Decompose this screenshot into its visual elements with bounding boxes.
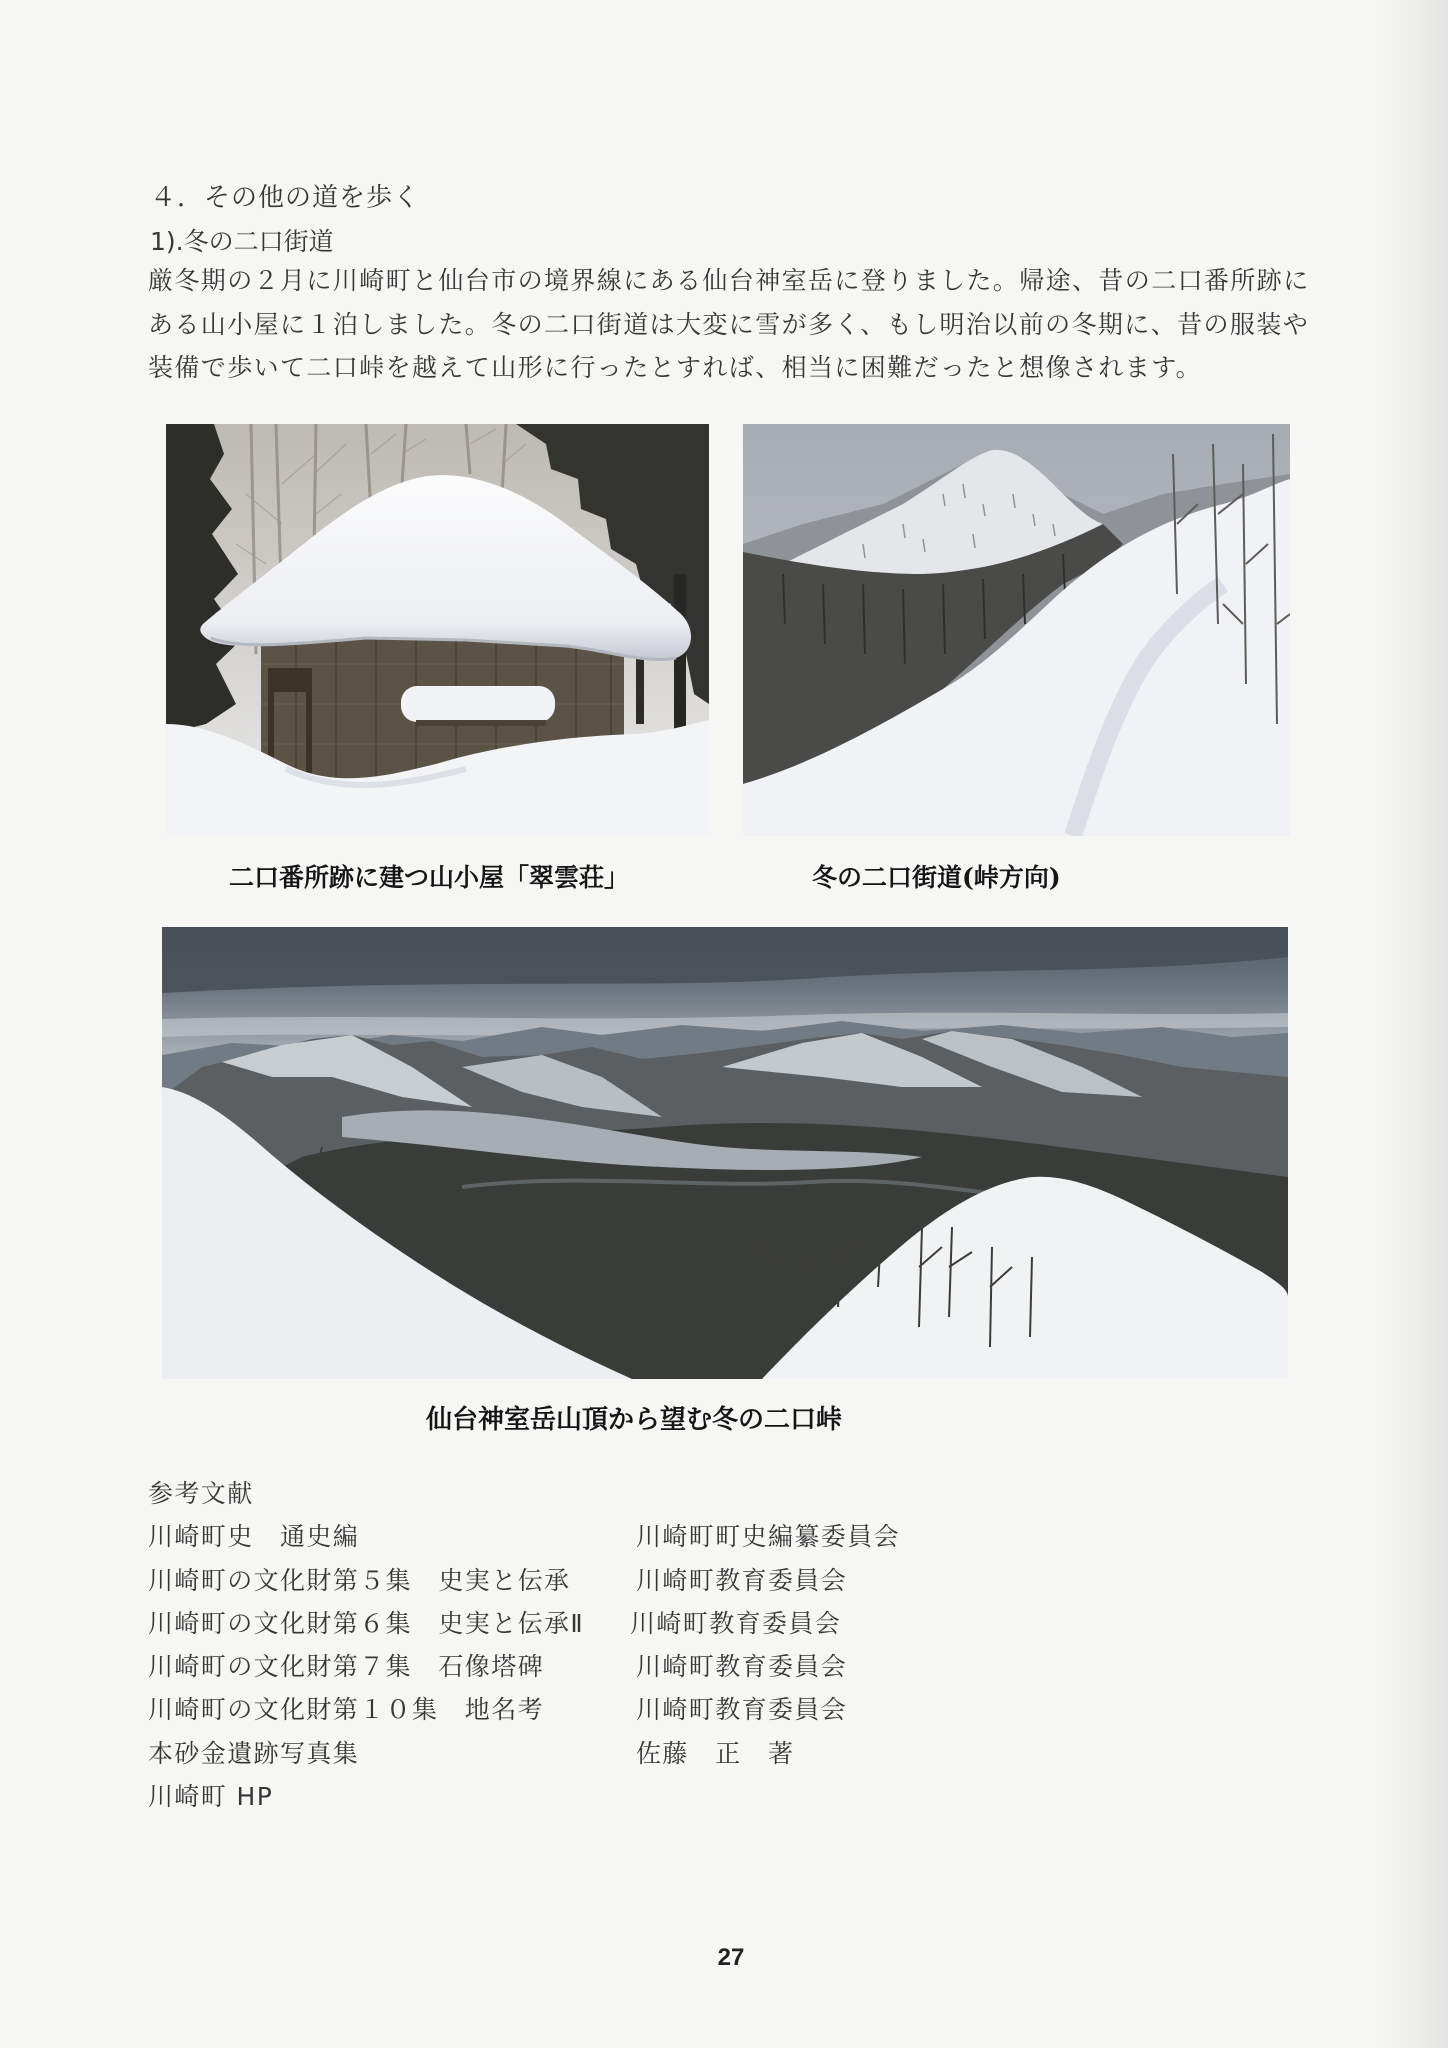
reference-item [148, 1732, 1248, 1775]
references-section [148, 1472, 1248, 1818]
references-title-row [148, 1472, 1248, 1515]
reference-title: 川崎町史 通史編 [148, 1522, 360, 1552]
winter-trail-image [743, 424, 1290, 836]
reference-publisher: 川崎町町史編纂委員会 [636, 1522, 901, 1552]
reference-publisher: 川崎町教育委員会 [630, 1608, 842, 1638]
mountain-panorama-image [162, 927, 1288, 1379]
reference-publisher: 川崎町教育委員会 [636, 1565, 848, 1595]
reference-title: 川崎町の文化財第６集 史実と伝承Ⅱ [148, 1608, 585, 1638]
paragraph-line: 厳冬期の２月に川崎町と仙台市の境界線にある仙台神室岳に登りました。帰途、昔の二口番所跡に [148, 266, 1310, 295]
hut-photo-caption: 二口番所跡に建つ山小屋「翠雲荘」 [229, 863, 630, 892]
reference-item [148, 1645, 1248, 1688]
paragraph-line: ある山小屋に１泊しました。冬の二口街道は大変に雪が多く、もし明治以前の冬期に、昔の服装や [148, 309, 1310, 339]
body-paragraph [148, 259, 1328, 390]
reference-title: 川崎町 HP [148, 1782, 274, 1812]
reference-publisher: 川崎町教育委員会 [636, 1695, 848, 1725]
reference-publisher: 川崎町教育委員会 [636, 1652, 848, 1682]
winter-trail-photo [743, 424, 1290, 836]
window-snow [401, 686, 555, 726]
mountain-hut-photo [166, 424, 709, 836]
page-number: 27 [717, 1944, 745, 1971]
reference-item [148, 1775, 1248, 1818]
subsection-heading: 1).冬の二口街道 [150, 227, 334, 256]
mountain-hut-image [166, 424, 709, 836]
paragraph-line: 装備で歩いて二口峠を越えて山形に行ったとすれば、相当に困難だったと想像されます。 [148, 353, 1203, 382]
section-heading: ４．その他の道を歩く [150, 183, 421, 213]
reference-title: 本砂金遺跡写真集 [148, 1738, 360, 1768]
reference-publisher: 佐藤 正 著 [636, 1738, 795, 1768]
panorama-photo-caption: 仙台神室岳山頂から望む冬の二口峠 [426, 1405, 843, 1435]
references-title: 参考文献 [148, 1479, 254, 1508]
trail-photo-caption: 冬の二口街道(峠方向) [812, 863, 1061, 892]
reference-item [148, 1602, 1248, 1645]
reference-item [148, 1515, 1248, 1558]
reference-item [148, 1559, 1248, 1602]
mountain-panorama-photo [162, 927, 1288, 1379]
reference-title: 川崎町の文化財第１０集 地名考 [148, 1695, 545, 1725]
reference-title: 川崎町の文化財第７集 石像塔碑 [148, 1652, 545, 1682]
reference-title: 川崎町の文化財第５集 史実と伝承 [148, 1565, 571, 1595]
scan-edge-shadow [1378, 0, 1448, 2048]
reference-item [148, 1688, 1248, 1731]
